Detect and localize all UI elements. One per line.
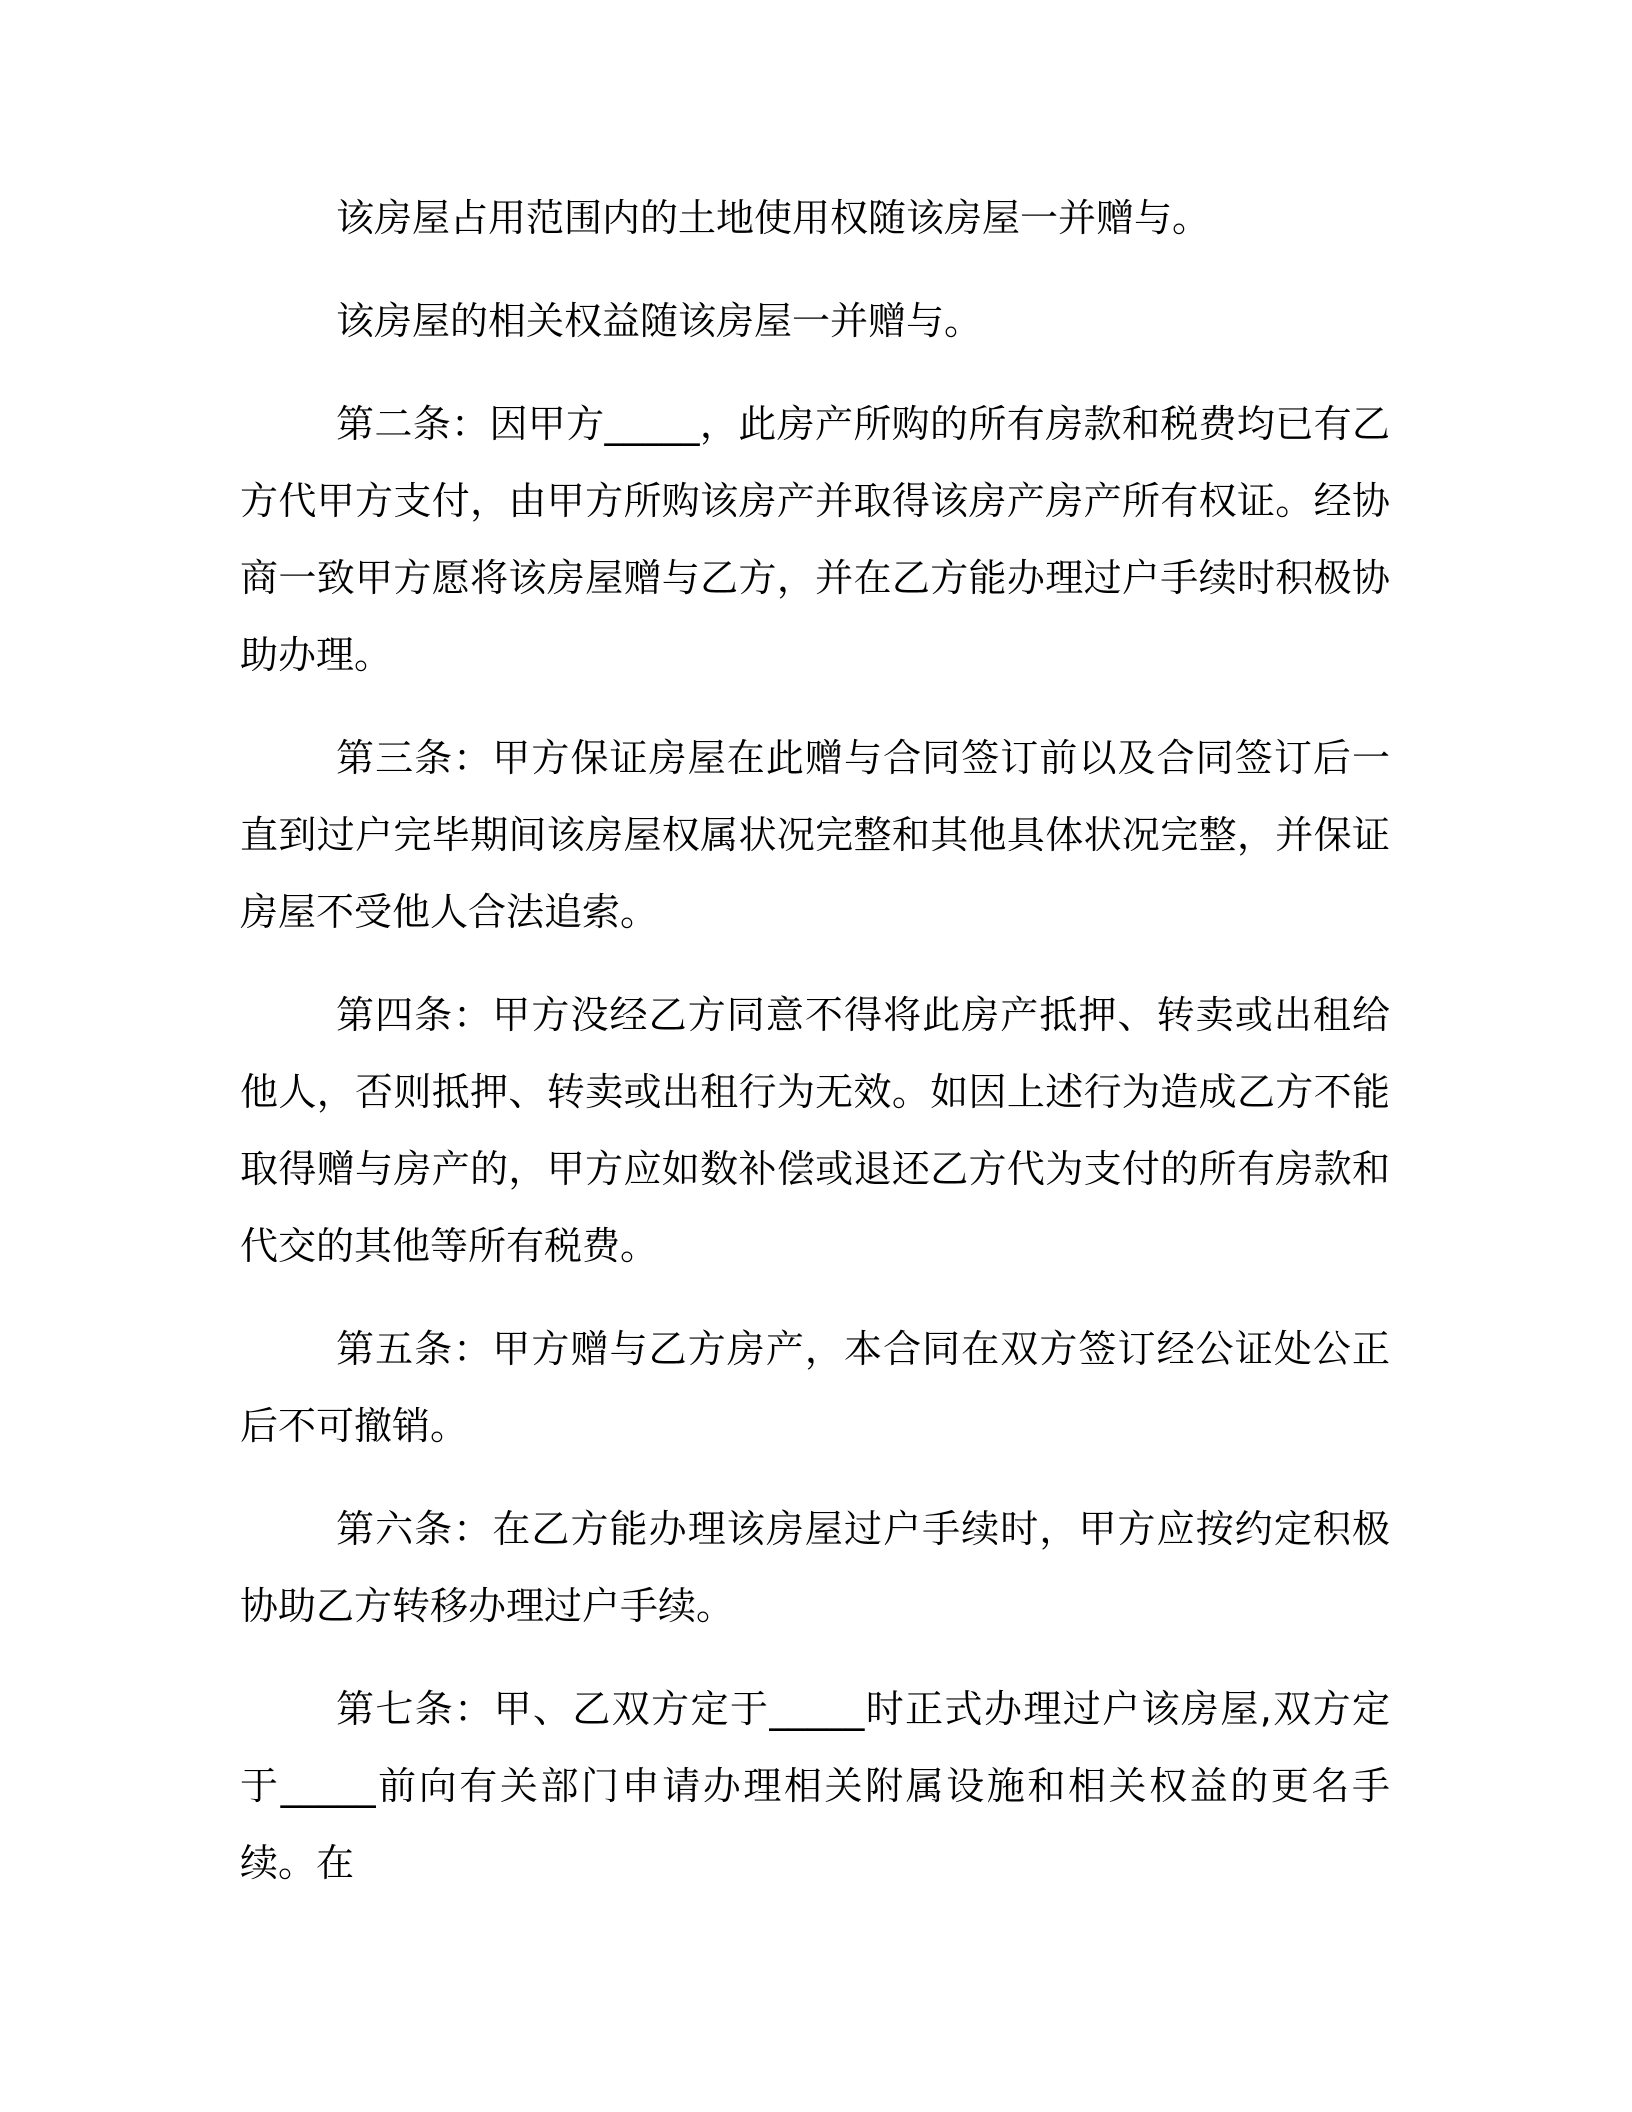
paragraph-related-rights: 该房屋的相关权益随该房屋一并赠与。 <box>336 299 983 343</box>
paragraph-article-4: 第四条：甲方没经乙方同意不得将此房产抵押、转卖或出租给他人，否则抵押、转卖或出租行为无效。如因上述行为造成乙方不能取得赠与房产的，甲方应如数补偿或退还乙方代为支付的所有房款和代交的其他等所有税费。 <box>240 993 1390 1268</box>
paragraph-article-3: 第三条：甲方保证房屋在此赠与合同签订前以及合同签订后一直到过户完毕期间该房屋权属状况完整和其他具体状况完整，并保证房屋不受他人合法追索。 <box>240 736 1390 934</box>
paragraph-article-7: 第七条：甲、乙双方定于_____时正式办理过户该房屋,双方定于_____前向有关部门申请办理相关附属设施和相关权益的更名手续。在 <box>240 1687 1390 1885</box>
paragraph-article-2: 第二条：因甲方_____，此房产所购的所有房款和税费均已有乙方代甲方支付，由甲方所购该房产并取得该房产房产所有权证。经协商一致甲方愿将该房屋赠与乙方，并在乙方能办理过户手续时积极协助办理。 <box>240 402 1390 677</box>
document-body <box>240 180 1390 1902</box>
paragraph-article-6: 第六条：在乙方能办理该房屋过户手续时，甲方应按约定积极协助乙方转移办理过户手续。 <box>240 1507 1390 1628</box>
paragraph-article-5: 第五条：甲方赠与乙方房产，本合同在双方签订经公证处公正后不可撤销。 <box>240 1327 1390 1448</box>
paragraph-land-use-right: 该房屋占用范围内的土地使用权随该房屋一并赠与。 <box>336 196 1211 240</box>
